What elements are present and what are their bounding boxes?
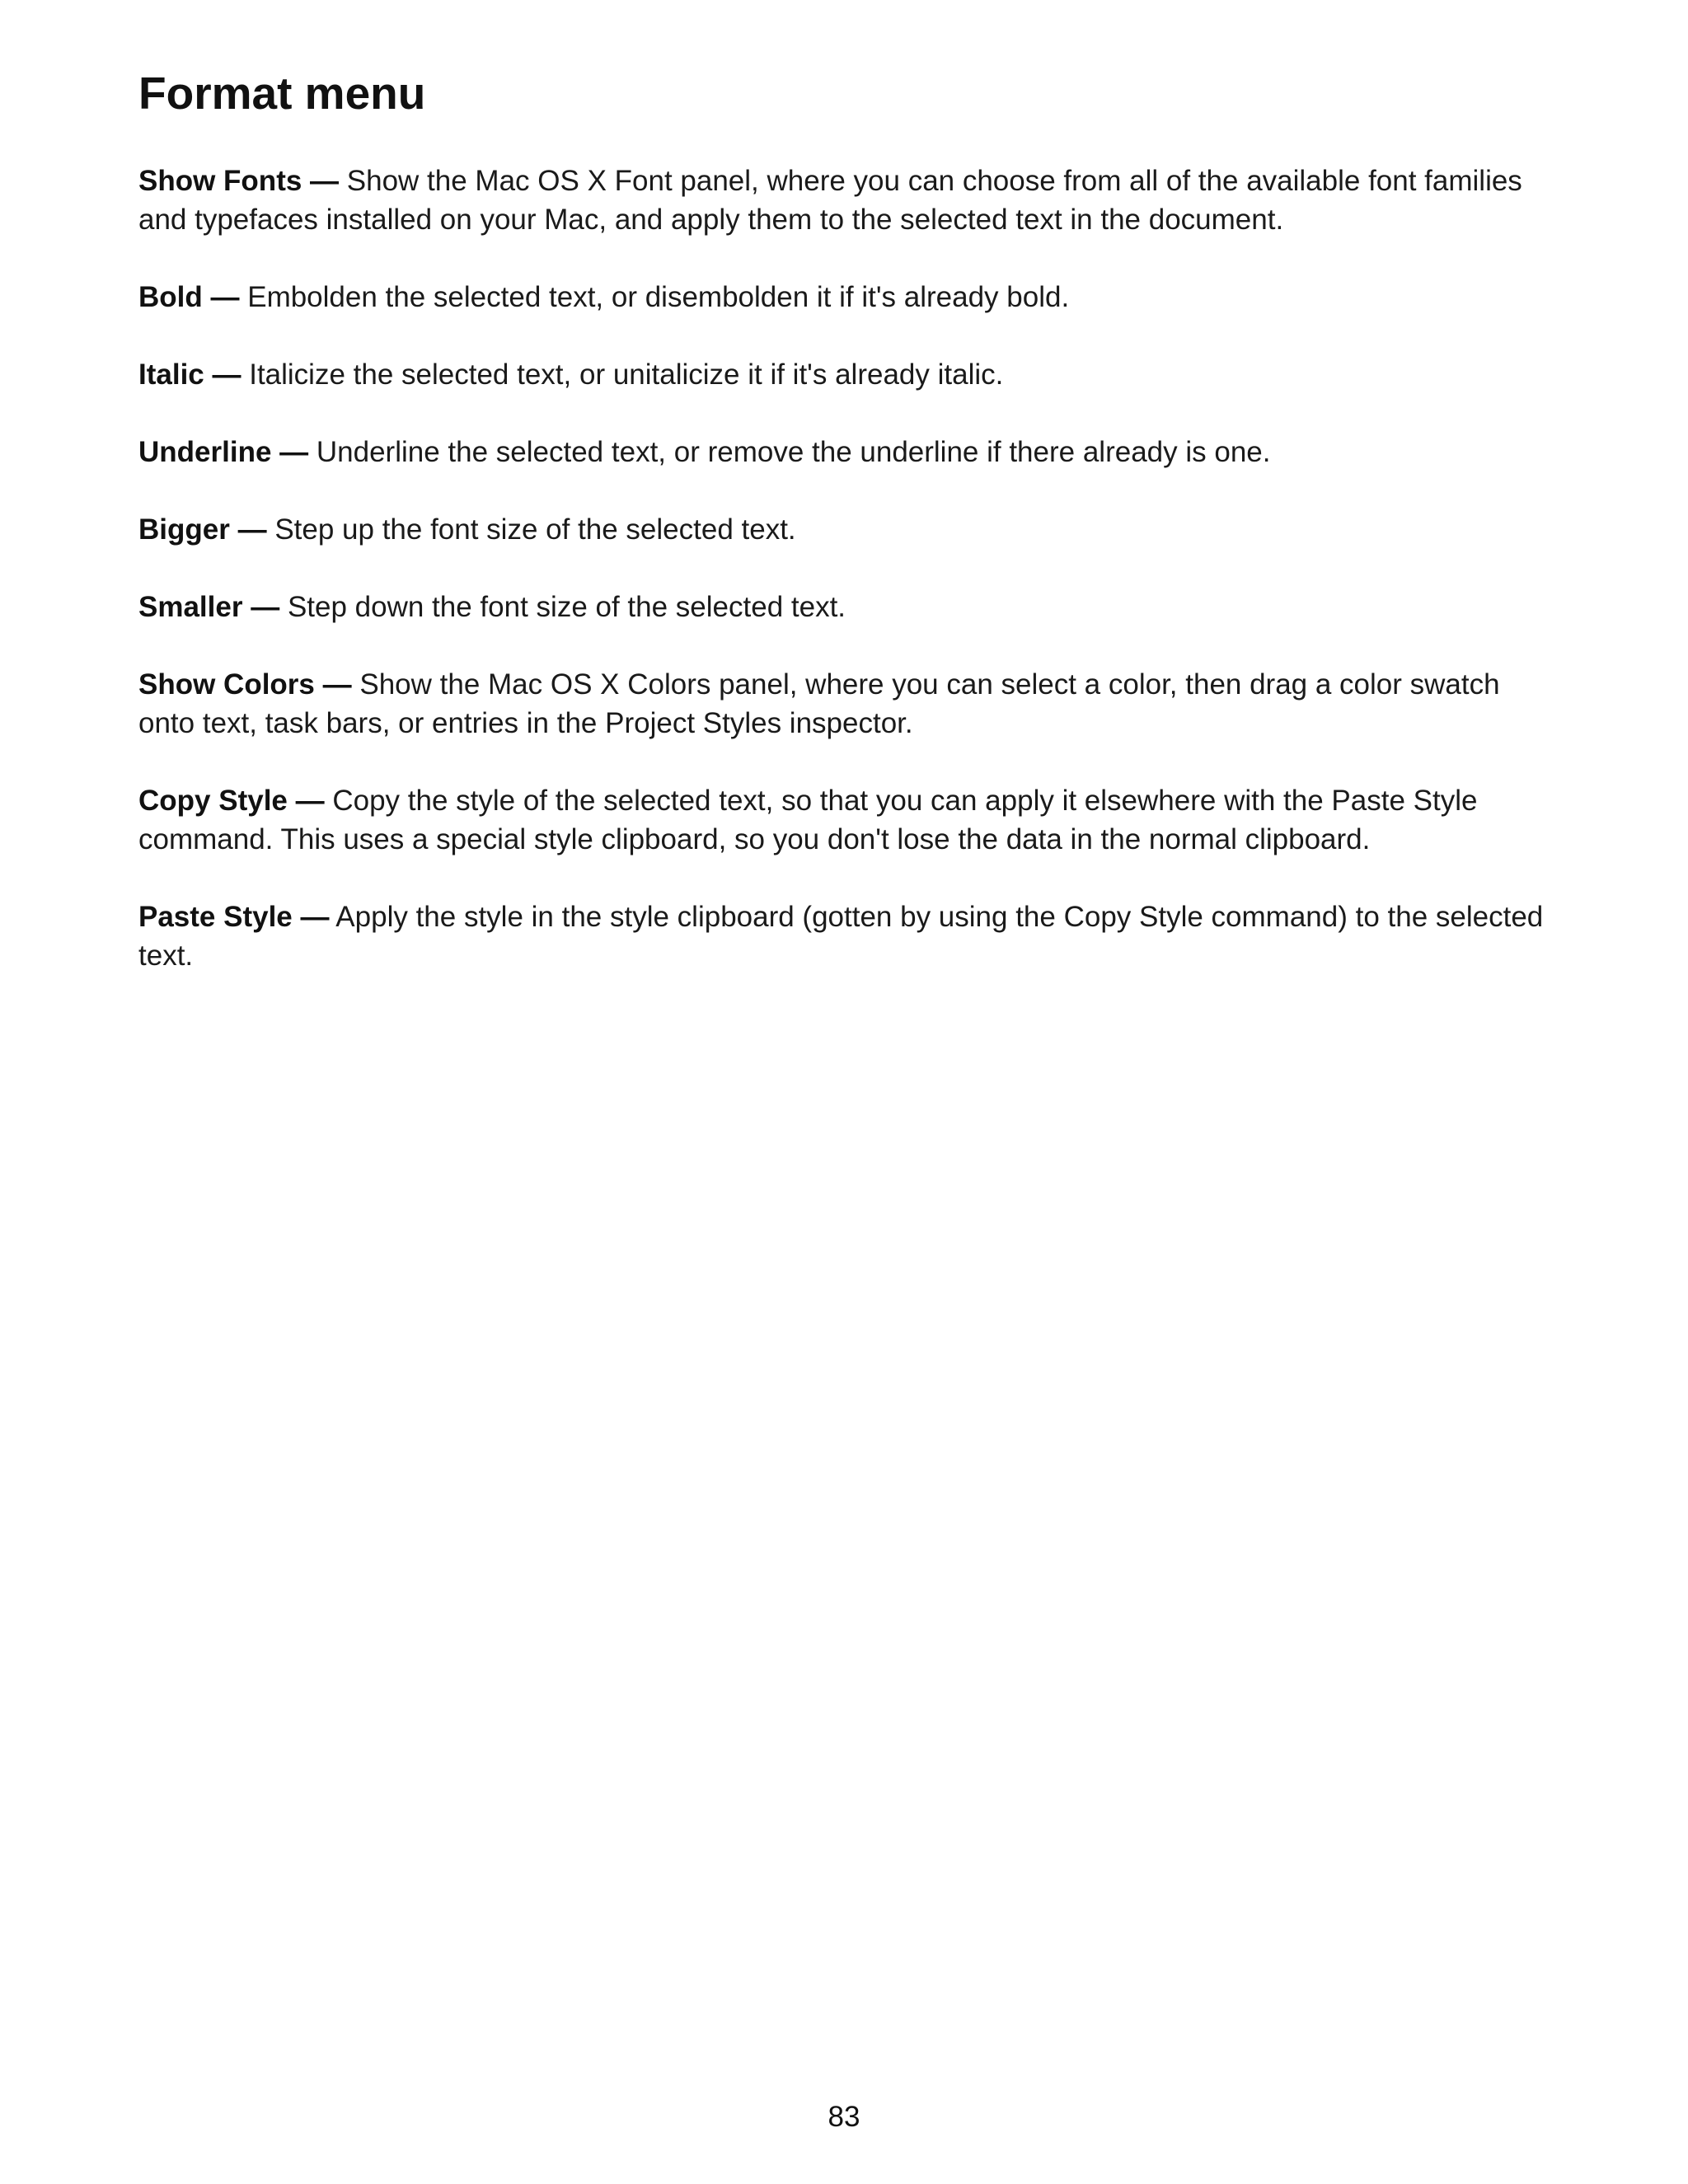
menu-item-term: Copy Style — — [138, 785, 325, 817]
menu-item-text: Embolden the selected text, or disembolden it if it's already bold. — [247, 281, 1070, 313]
page-number: 83 — [828, 2101, 860, 2133]
menu-item-text: Italicize the selected text, or unitalicize it if it's already italic. — [249, 359, 1004, 391]
menu-item-term: Underline — — [138, 436, 309, 468]
menu-item-term: Smaller — — [138, 591, 280, 623]
menu-item-description-italic — [138, 355, 1556, 394]
menu-item-description-bigger — [138, 510, 1556, 549]
menu-item-text: Show the Mac OS X Colors panel, where you can select a color, then drag a color swatch onto text, task bars, or entries in the Project Styles inspector. — [138, 668, 1500, 739]
menu-item-term: Bigger — — [138, 513, 267, 546]
menu-item-description-copy-style — [138, 781, 1556, 859]
page-title: Format menu — [138, 68, 426, 119]
menu-item-term: Italic — — [138, 359, 241, 391]
document-page — [138, 66, 1556, 1014]
menu-item-text: Step down the font size of the selected text. — [287, 591, 846, 623]
menu-item-description-underline — [138, 433, 1556, 471]
menu-item-term: Show Colors — — [138, 668, 352, 701]
menu-item-text: Underline the selected text, or remove the underline if there already is one. — [316, 436, 1271, 468]
menu-item-term: Paste Style — — [138, 901, 330, 933]
menu-item-text: Show the Mac OS X Font panel, where you can choose from all of the available font families and typefaces installed on your Mac, and apply them to the selected text in the document. — [138, 165, 1522, 236]
menu-item-term: Show Fonts — — [138, 165, 340, 197]
menu-item-description-show-fonts — [138, 162, 1556, 239]
menu-item-term: Bold — — [138, 281, 240, 313]
menu-item-description-smaller — [138, 588, 1556, 626]
menu-item-description-paste-style — [138, 898, 1556, 975]
menu-item-description-bold — [138, 278, 1556, 316]
menu-item-text: Copy the style of the selected text, so that you can apply it elsewhere with the Paste Style command. This uses a special style clipboard, so you don't lose the data in the normal clipboard. — [138, 785, 1478, 855]
menu-item-text: Step up the font size of the selected text. — [274, 513, 796, 546]
menu-item-description-show-colors — [138, 665, 1556, 743]
menu-item-text: Apply the style in the style clipboard (gotten by using the Copy Style command) to the selected text. — [138, 901, 1544, 972]
